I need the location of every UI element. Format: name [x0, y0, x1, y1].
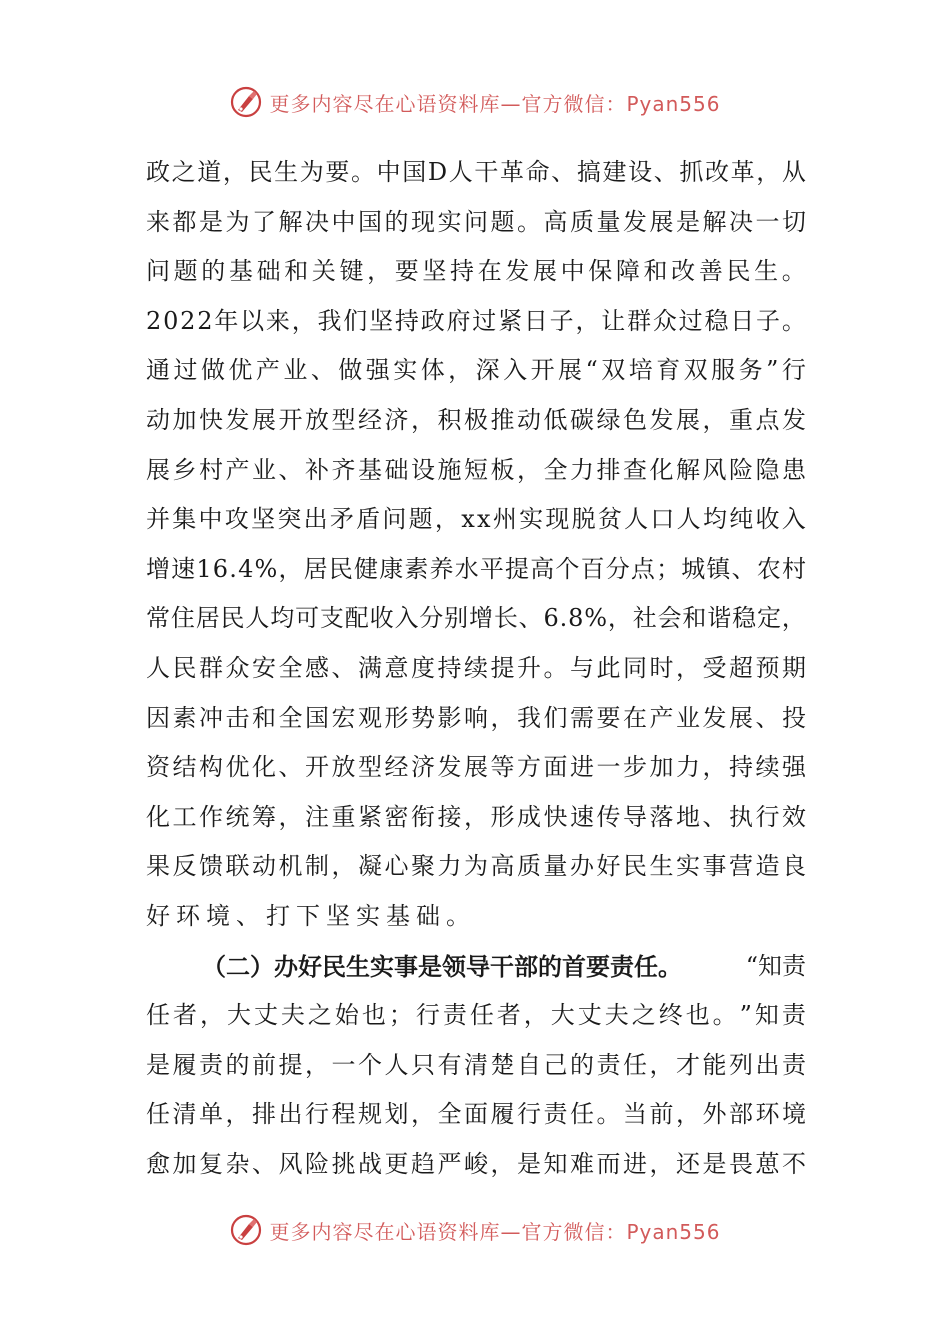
paragraph-line: 通 过 做 优 产 业 、 做 强 实 体 ， 深 入 开 展 “ 双 培 育 双 服 务 ” 行	[146, 356, 806, 385]
paragraph-line: 是 履 责 的 前 提 ， 一 个 人 只 有 清 楚 自 己 的 责 任 ， 才 能 列 出 责	[146, 1050, 806, 1079]
paragraph-line: 资 结 构 优 化 、 开 放 型 经 济 发 展 等 方 面 进 一 步 加 力 ， 持 续 强	[146, 753, 806, 782]
header-watermark	[0, 82, 950, 122]
document-body	[146, 148, 806, 1189]
paragraph-line: 并 集 中 攻 坚 突 出 矛 盾 问 题 ， x x 州 实 现 脱 贫 人 口 人 均 纯 收 入	[146, 505, 806, 534]
paragraph-line: 增 速 1 6 . 4 % ， 居 民 健 康 素 养 水 平 提 高 个 百 分 点 ； 城 镇 、 农 村	[146, 554, 806, 583]
paragraph-line: 2 0 2 2 年 以 来 ， 我 们 坚 持 政 府 过 紧 日 子 ， 让 群 众 过 稳 日 子 。	[146, 306, 806, 335]
paragraph-line: 动 加 快 发 展 开 放 型 经 济 ， 积 极 推 动 低 碳 绿 色 发 展 ， 重 点 发	[146, 405, 806, 434]
paragraph-line: 常 住 居 民 人 均 可 支 配 收 入 分 别 增 长 、 6 . 8 % ， 社 会 和 谐 稳 定 ，	[146, 604, 806, 633]
paragraph-line: 好环境、打下坚实基础。	[146, 901, 476, 930]
paragraph-line: 任 者 ， 大 丈 夫 之 始 也 ； 行 责 任 者 ， 大 丈 夫 之 终 也 。 ” 知 责	[146, 1001, 806, 1030]
section-heading: （二）办好民生实事是领导干部的首要责任。	[202, 951, 682, 981]
paragraph-line: 愈 加 复 杂 、 风 险 挑 战 更 趋 严 峻 ， 是 知 难 而 进 ， 还 是 畏 葸 不	[146, 1149, 806, 1178]
paragraph-line: 因 素 冲 击 和 全 国 宏 观 形 势 影 响 ， 我 们 需 要 在 产 业 发 展 、 投	[146, 703, 806, 732]
pen-nib-logo-icon	[229, 85, 263, 119]
paragraph-line: 来 都 是 为 了 解 决 中 国 的 现 实 问 题 。 高 质 量 发 展 是 解 决 一 切	[146, 207, 806, 236]
paragraph-line: 展 乡 村 产 业 、 补 齐 基 础 设 施 短 板 ， 全 力 排 查 化 解 风 险 隐 患	[146, 455, 806, 484]
footer-watermark-text: 更多内容尽在心语资料库—官方微信：Pyan556	[269, 1219, 721, 1244]
pen-nib-logo-icon	[229, 1213, 263, 1247]
paragraph-line: 问 题 的 基 础 和 关 键 ， 要 坚 持 在 发 展 中 保 障 和 改 善 民 生 。	[146, 257, 806, 286]
paragraph-line: 果 反 馈 联 动 机 制 ， 凝 心 聚 力 为 高 质 量 办 好 民 生 实 事 营 造 良	[146, 852, 806, 881]
section-heading-line	[146, 942, 806, 992]
paragraph-line: 任 清 单 ， 排 出 行 程 规 划 ， 全 面 履 行 责 任 。 当 前 ， 外 部 环 境	[146, 1100, 806, 1129]
section-heading-rest: “知责	[745, 951, 806, 980]
header-watermark-text: 更多内容尽在心语资料库—官方微信：Pyan556	[269, 91, 721, 116]
footer-watermark	[0, 1210, 950, 1250]
paragraph-line: 政 之 道 ， 民 生 为 要 。 中 国 D 人 干 革 命 、 搞 建 设 、 抓 改 革 ， 从	[146, 158, 806, 186]
paragraph-line: 人 民 群 众 安 全 感 、 满 意 度 持 续 提 升 。 与 此 同 时 ， 受 超 预 期	[146, 653, 806, 682]
paragraph-line: 化 工 作 统 筹 ， 注 重 紧 密 衔 接 ， 形 成 快 速 传 导 落 地 、 执 行 效	[146, 802, 806, 831]
